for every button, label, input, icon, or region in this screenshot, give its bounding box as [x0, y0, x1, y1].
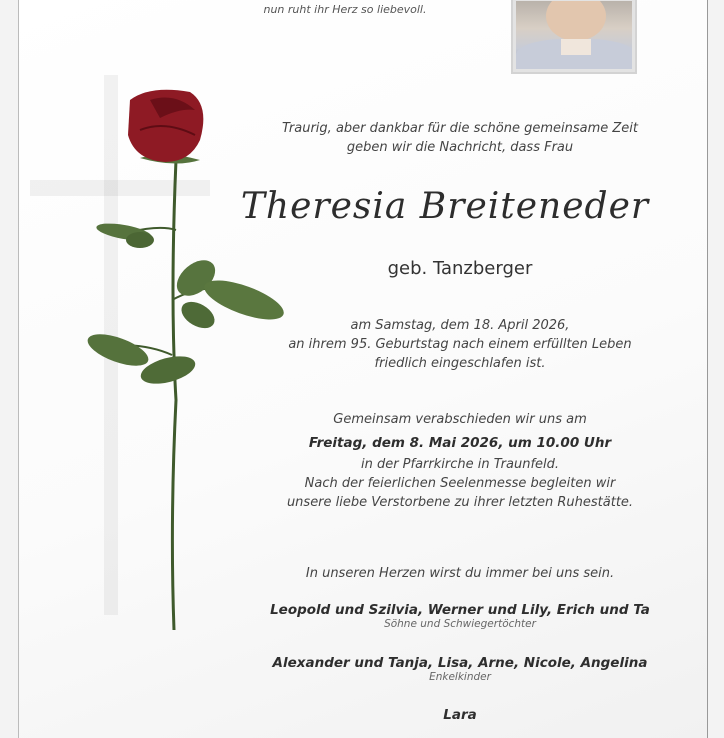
mourner-names: Lara	[443, 707, 477, 723]
mourner-names: Alexander und Tanja, Lisa, Arne, Nicole, Angelina	[272, 655, 648, 671]
intro-line-1: Traurig, aber dankbar für die schöne gemeinsame Zeit	[281, 121, 638, 136]
deceased-name: Theresia Breiteneder	[240, 186, 650, 227]
mourner-group	[240, 707, 680, 723]
mourner-group	[240, 655, 680, 683]
farewell-line-2: Nach der feierlichen Seelenmesse begleiten wir	[304, 476, 616, 491]
death-line-3: friedlich eingeschlafen ist.	[374, 356, 546, 371]
verse: nun ruht ihr Herz so liebevoll.	[263, 3, 427, 16]
farewell-line-1: in der Pfarrkirche in Traunfeld.	[360, 457, 560, 472]
closing-line: In unseren Herzen wirst du immer bei uns sein.	[305, 566, 615, 581]
maiden-name: geb. Tanzberger	[387, 258, 533, 279]
mourner-relation: Söhne und Schwiegertöchter	[384, 618, 536, 630]
funeral-date: Freitag, dem 8. Mai 2026, um 10.00 Uhr	[308, 435, 612, 451]
death-line-1: am Samstag, dem 18. April 2026,	[350, 318, 570, 333]
farewell-info	[240, 410, 680, 512]
mourner-group	[240, 602, 680, 630]
mourner-names: Leopold und Szilvia, Werner und Lily, Erich und Ta	[270, 602, 650, 618]
death-notice	[240, 316, 680, 373]
mourner-relation: Enkelkinder	[429, 671, 491, 683]
intro-line-2: geben wir die Nachricht, dass Frau	[346, 140, 574, 155]
farewell-intro: Gemeinsam verabschieden wir uns am	[333, 412, 587, 427]
portrait-photo	[511, 0, 637, 74]
intro-text	[240, 119, 680, 157]
farewell-line-3: unsere liebe Verstorbene zu ihrer letzten Ruhestätte.	[286, 495, 634, 510]
death-line-2: an ihrem 95. Geburtstag nach einem erfüllten Leben	[288, 337, 632, 352]
